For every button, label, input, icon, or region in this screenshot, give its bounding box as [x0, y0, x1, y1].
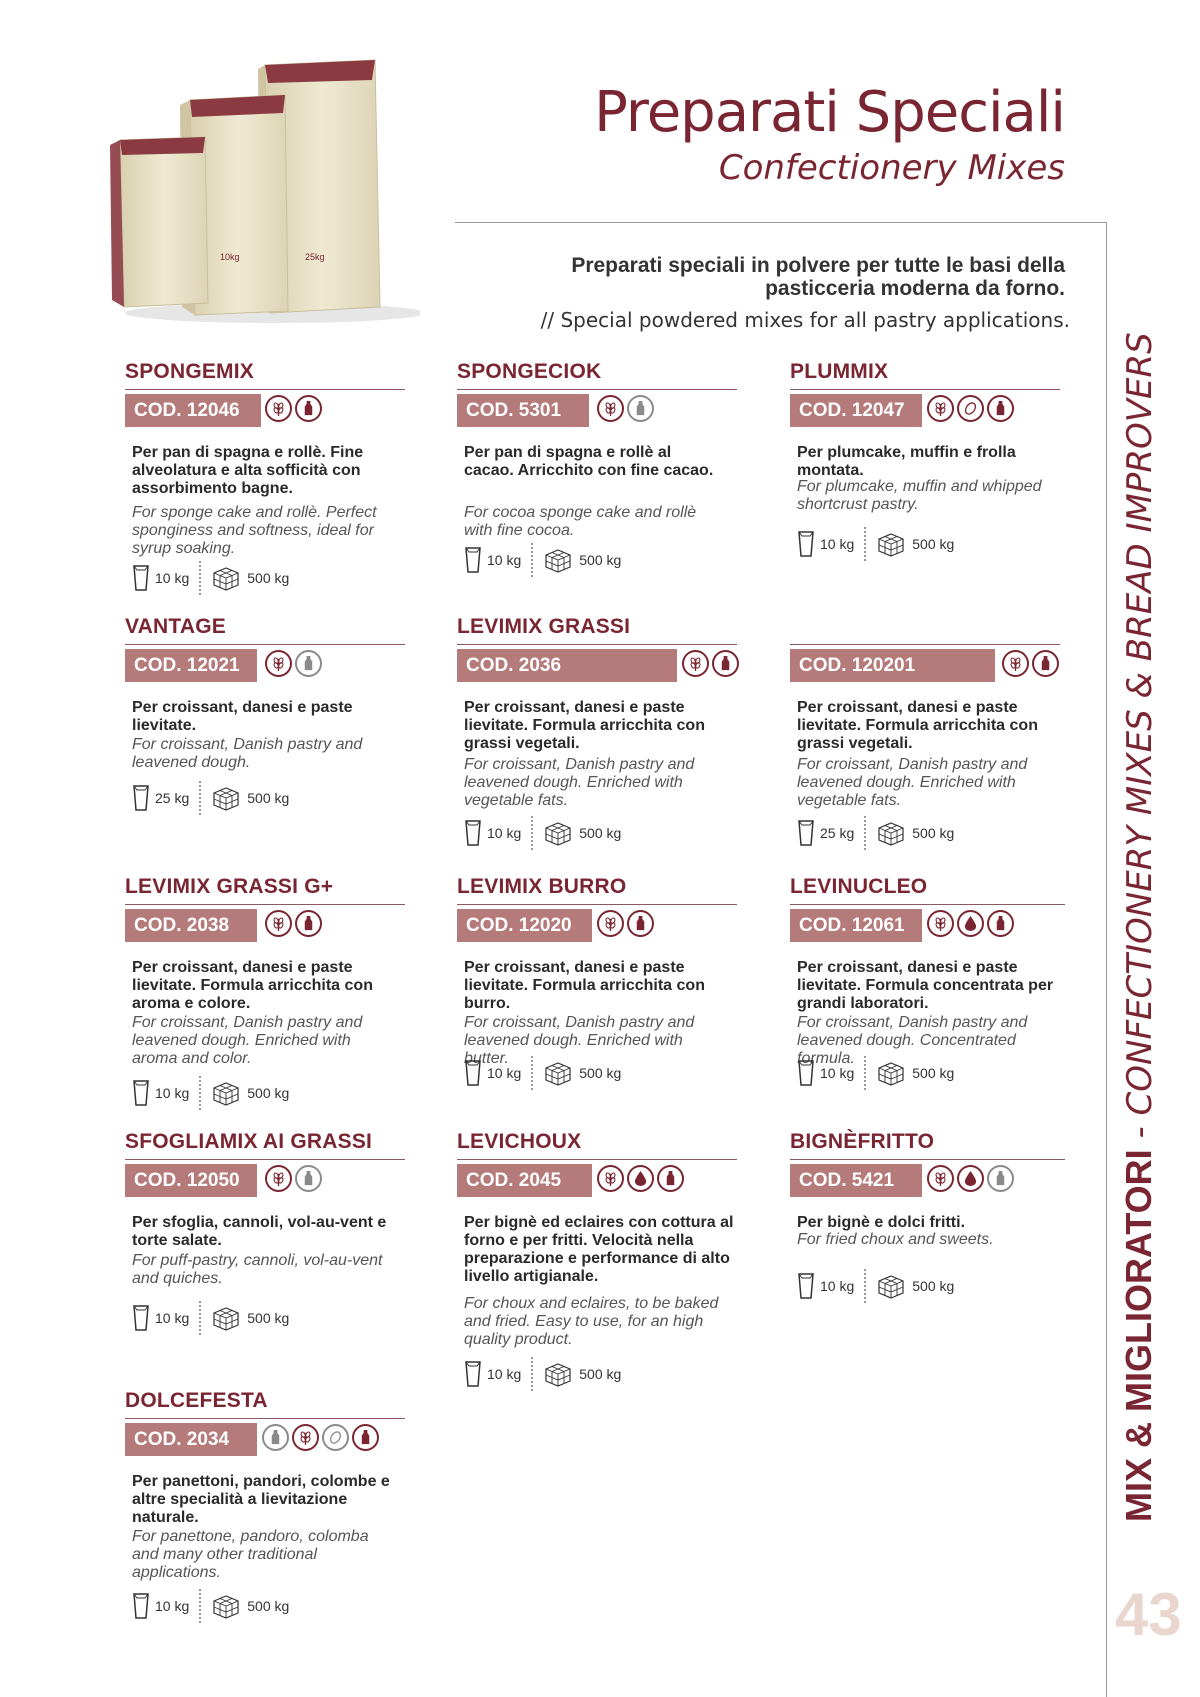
wheat-icon [927, 395, 954, 422]
product-description-en: For fried choux and sweets. [797, 1231, 994, 1248]
product-icons [597, 910, 654, 940]
product-divider [125, 904, 405, 905]
product-divider [457, 1159, 737, 1160]
product-code: COD. 12061 [790, 909, 922, 942]
side-band-title [1118, 312, 1160, 1522]
packaging-separator [199, 1301, 201, 1335]
packaging-info [797, 1055, 954, 1091]
sack-weight: 10 kg [155, 1085, 190, 1101]
product-card [790, 1130, 1055, 1294]
product-card [125, 615, 390, 806]
packaging-info [132, 560, 289, 596]
pallet-weight: 500 kg [579, 552, 622, 568]
product-card [125, 1130, 390, 1326]
svg-text:10kg: 10kg [220, 252, 240, 262]
product-description-en: For croissant, Danish pastry and leavened dough. Enriched with butter. [464, 1014, 695, 1067]
side-band-light: - CONFECTIONERY MIXES & BREAD IMPROVERS [1120, 332, 1160, 1150]
product-divider [790, 644, 1060, 645]
product-divider [790, 904, 1065, 905]
sack-weight: 10 kg [155, 1598, 190, 1614]
product-divider [457, 644, 737, 645]
side-band-bold: MIX & MIGLIORATORI [1118, 1149, 1159, 1522]
product-name: LEVIMIX BURRO [457, 875, 627, 898]
product-divider [125, 1159, 405, 1160]
sack-weight: 10 kg [155, 1310, 190, 1326]
pallet-weight: 500 kg [912, 1278, 955, 1294]
pallet-icon [543, 1361, 573, 1387]
product-name: LEVIMIX GRASSI G+ [125, 875, 334, 898]
product-code: COD. 12020 [457, 909, 592, 942]
product-description-it: Per plumcake, muffin e frolla montata. [797, 444, 1016, 479]
packaging-info [132, 1300, 289, 1336]
bottle-grey-icon [295, 650, 322, 677]
product-code: COD. 5421 [790, 1164, 922, 1197]
product-card [790, 875, 1065, 1081]
product-name: LEVINUCLEO [790, 875, 928, 898]
pallet-weight: 500 kg [912, 1065, 955, 1081]
intro-english: // Special powdered mixes for all pastry applications. [540, 308, 1070, 332]
product-description-en: For panettone, pandoro, colomba and many other traditional applications. [132, 1528, 369, 1581]
packaging-info [464, 1055, 621, 1091]
packaging-info [797, 1268, 954, 1304]
product-code: COD. 2038 [125, 909, 257, 942]
sack-icon [464, 546, 482, 574]
product-description-it: Per croissant, danesi e paste lievitate. Formula arricchita con grassi vegetali. [464, 699, 705, 752]
product-card [125, 360, 390, 586]
product-divider [457, 389, 737, 390]
egg-icon [957, 395, 984, 422]
sack-icon [464, 1059, 482, 1087]
packaging-separator [531, 543, 533, 577]
bottle-icon [987, 910, 1014, 937]
product-description-en: For croissant, Danish pastry and leavened dough. Enriched with vegetable fats. [464, 756, 695, 809]
wheat-icon [292, 1424, 319, 1451]
page-number: 43 [1115, 1581, 1182, 1648]
pallet-icon [211, 1305, 241, 1331]
product-icons [597, 1165, 684, 1195]
product-description-it: Per pan di spagna e rollè al cacao. Arricchito con fine cacao. [464, 444, 714, 479]
product-description-it: Per sfoglia, cannoli, vol-au-vent e torte salate. [132, 1214, 387, 1249]
sack-weight: 10 kg [820, 1278, 855, 1294]
product-code: COD. 120201 [790, 649, 995, 682]
wheat-icon [1002, 650, 1029, 677]
page-title: Preparati Speciali [594, 80, 1065, 145]
pallet-weight: 500 kg [579, 1366, 622, 1382]
product-icons [682, 650, 739, 680]
product-description-en: For puff-pastry, cannoli, vol-au-vent and quiches. [132, 1252, 383, 1287]
pallet-weight: 500 kg [912, 536, 955, 552]
product-description-it: Per pan di spagna e rollè. Fine alveolatura e alta sofficità con assorbimento bagne. [132, 444, 364, 497]
product-icons [265, 650, 322, 680]
product-name: SFOGLIAMIX AI GRASSI [125, 1130, 373, 1153]
product-icons [927, 395, 1014, 425]
packaging-info [132, 1075, 289, 1111]
packaging-separator [531, 1357, 533, 1391]
product-description-en: For croissant, Danish pastry and leavened dough. Enriched with aroma and color. [132, 1014, 363, 1067]
bottle-grey-icon [987, 1165, 1014, 1192]
sack-weight: 10 kg [487, 1065, 522, 1081]
product-code: COD. 2045 [457, 1164, 592, 1197]
sack-weight: 25 kg [155, 790, 190, 806]
pallet-icon [876, 820, 906, 846]
product-name: LEVIMIX GRASSI [457, 615, 631, 638]
wheat-icon [597, 910, 624, 937]
product-name: PLUMMIX [790, 360, 889, 383]
packaging-info [464, 542, 621, 578]
pallet-weight: 500 kg [247, 1310, 290, 1326]
pallet-icon [543, 547, 573, 573]
side-divider [1106, 222, 1107, 1697]
bottle-icon [657, 1165, 684, 1192]
sack-icon [464, 819, 482, 847]
product-code: COD. 12047 [790, 394, 922, 427]
wheat-icon [265, 910, 292, 937]
product-description-en: For croissant, Danish pastry and leavened dough. [132, 736, 363, 771]
product-description-it: Per bignè e dolci fritti. [797, 1214, 966, 1231]
sack-weight: 10 kg [487, 552, 522, 568]
product-description-en: For croissant, Danish pastry and leavened dough. Enriched with vegetable fats. [797, 756, 1028, 809]
wheat-icon [265, 395, 292, 422]
pallet-weight: 500 kg [247, 1085, 290, 1101]
packaging-separator [864, 1056, 866, 1090]
sack-icon [132, 1592, 150, 1620]
product-description-it: Per croissant, danesi e paste lievitate. [132, 699, 353, 734]
header-divider [455, 222, 1107, 223]
product-code: COD. 5301 [457, 394, 589, 427]
wheat-icon [927, 1165, 954, 1192]
packaging-info [464, 815, 621, 851]
drop-icon [957, 1165, 984, 1192]
bottle-icon [987, 395, 1014, 422]
product-divider [790, 389, 1060, 390]
bottle-icon [712, 650, 739, 677]
drop-icon [627, 1165, 654, 1192]
packaging-separator [531, 816, 533, 850]
product-icons [265, 910, 322, 940]
sack-icon [797, 819, 815, 847]
product-name: SPONGEMIX [125, 360, 254, 383]
pallet-weight: 500 kg [579, 825, 622, 841]
pallet-icon [211, 565, 241, 591]
product-description-it: Per bignè ed eclaires con cottura al forno e per fritti. Velocità nella preparazione e performance di alto livello artigianale. [464, 1214, 734, 1285]
pallet-weight: 500 kg [579, 1065, 622, 1081]
product-code: COD. 12050 [125, 1164, 257, 1197]
product-description-en: For croissant, Danish pastry and leavened dough. Concentrated formula. [797, 1014, 1028, 1067]
pallet-icon [211, 1080, 241, 1106]
sack-weight: 10 kg [820, 536, 855, 552]
egg-grey-icon [322, 1424, 349, 1451]
bottle-grey-icon [627, 395, 654, 422]
packaging-info [797, 815, 954, 851]
product-bags-image [110, 45, 420, 325]
product-name: VANTAGE [125, 615, 226, 638]
sack-icon [132, 1304, 150, 1332]
product-card [125, 1389, 390, 1614]
pallet-icon [876, 531, 906, 557]
product-code: COD. 2036 [457, 649, 677, 682]
product-description-it: Per croissant, danesi e paste lievitate. Formula arricchita con burro. [464, 959, 705, 1012]
sack-weight: 10 kg [487, 1366, 522, 1382]
pallet-icon [876, 1273, 906, 1299]
product-divider [125, 389, 405, 390]
page-subtitle: Confectionery Mixes [718, 148, 1065, 188]
packaging-separator [199, 1589, 201, 1623]
wheat-icon [927, 910, 954, 937]
bottle-icon [295, 395, 322, 422]
packaging-info [132, 780, 289, 816]
sack-weight: 10 kg [820, 1065, 855, 1081]
packaging-info [464, 1356, 621, 1392]
packaging-separator [199, 561, 201, 595]
product-name: DOLCEFESTA [125, 1389, 268, 1412]
bottle-icon [1032, 650, 1059, 677]
product-code: COD. 12046 [125, 394, 261, 427]
product-name: BIGNÈFRITTO [790, 1130, 935, 1153]
wheat-icon [265, 650, 292, 677]
intro-italian: Preparati speciali in polvere per tutte le basi della pasticceria moderna da forno. [571, 254, 1065, 300]
product-icons [262, 1424, 379, 1454]
product-description-en: For choux and eclaires, to be baked and fried. Easy to use, for an high quality product. [464, 1295, 719, 1348]
packaging-separator [864, 816, 866, 850]
product-card [457, 875, 722, 1081]
product-description-en: For plumcake, muffin and whipped shortcrust pastry. [797, 478, 1042, 513]
wheat-icon [597, 1165, 624, 1192]
product-name: LEVICHOUX [457, 1130, 582, 1153]
product-card [125, 875, 390, 1101]
pallet-weight: 500 kg [247, 570, 290, 586]
bottle-grey-icon [262, 1424, 289, 1451]
product-description-en: For sponge cake and rollè. Perfect sponginess and softness, ideal for syrup soaking. [132, 504, 377, 557]
product-divider [457, 904, 737, 905]
product-name: SPONGECIOK [457, 360, 602, 383]
product-icons [1002, 650, 1059, 680]
pallet-weight: 500 kg [247, 790, 290, 806]
pallet-icon [211, 1593, 241, 1619]
sack-weight: 10 kg [487, 825, 522, 841]
product-divider [125, 644, 405, 645]
drop-icon [957, 910, 984, 937]
packaging-separator [864, 1269, 866, 1303]
product-card [457, 615, 722, 841]
wheat-icon [265, 1165, 292, 1192]
product-icons [265, 395, 322, 425]
product-card [457, 1130, 737, 1382]
bottle-icon [295, 910, 322, 937]
sack-icon [797, 1059, 815, 1087]
sack-icon [797, 1272, 815, 1300]
bottle-icon [352, 1424, 379, 1451]
packaging-separator [531, 1056, 533, 1090]
product-card [790, 360, 1050, 552]
pallet-icon [543, 1060, 573, 1086]
sack-weight: 25 kg [820, 825, 855, 841]
product-icons [597, 395, 654, 425]
wheat-icon [597, 395, 624, 422]
packaging-separator [864, 527, 866, 561]
product-description-it: Per panettoni, pandori, colombe e altre specialità a lievitazione naturale. [132, 1473, 390, 1526]
product-divider [790, 1159, 1065, 1160]
product-code: COD. 2034 [125, 1423, 257, 1456]
pallet-icon [876, 1060, 906, 1086]
product-icons [927, 1165, 1014, 1195]
packaging-separator [199, 781, 201, 815]
product-divider [125, 1418, 405, 1419]
product-icons [265, 1165, 322, 1195]
bottle-icon [627, 910, 654, 937]
sack-icon [132, 564, 150, 592]
product-description-it: Per croissant, danesi e paste lievitate. Formula concentrata per grandi laboratori. [797, 959, 1054, 1012]
sack-icon [132, 784, 150, 812]
packaging-info [797, 526, 954, 562]
product-description-it: Per croissant, danesi e paste lievitate. Formula arricchita con grassi vegetali. [797, 699, 1038, 752]
packaging-info [132, 1588, 289, 1624]
sack-icon [464, 1360, 482, 1388]
sack-weight: 10 kg [155, 570, 190, 586]
pallet-weight: 500 kg [912, 825, 955, 841]
product-card [457, 360, 722, 568]
product-description-it: Per croissant, danesi e paste lievitate. Formula arricchita con aroma e colore. [132, 959, 373, 1012]
sack-icon [797, 530, 815, 558]
pallet-icon [211, 785, 241, 811]
product-code: COD. 12021 [125, 649, 257, 682]
bottle-grey-icon [295, 1165, 322, 1192]
sack-icon [132, 1079, 150, 1107]
wheat-icon [682, 650, 709, 677]
pallet-weight: 500 kg [247, 1598, 290, 1614]
svg-text:25kg: 25kg [305, 252, 325, 262]
packaging-separator [199, 1076, 201, 1110]
product-icons [927, 910, 1014, 940]
product-description-en: For cocoa sponge cake and rollè with fine cocoa. [464, 504, 697, 539]
pallet-icon [543, 820, 573, 846]
